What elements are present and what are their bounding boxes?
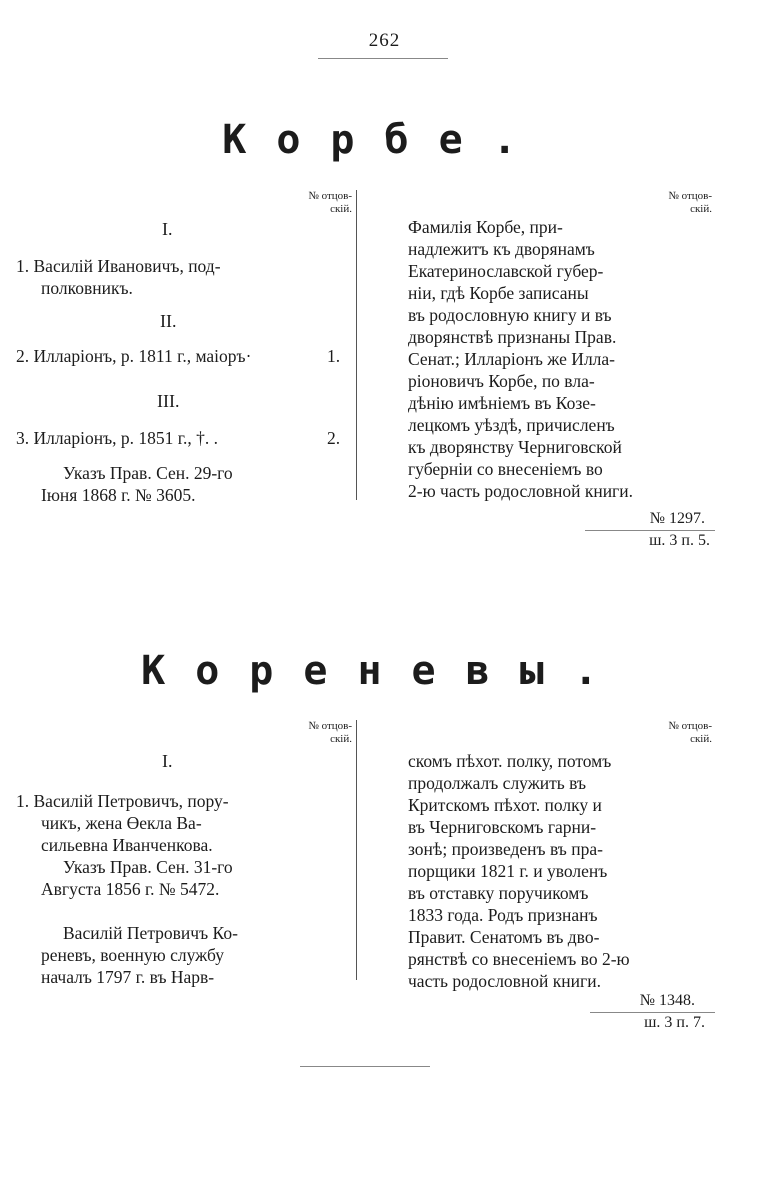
text-line: въ Черниговскомъ гарни- [408,817,597,837]
column-divider [356,720,357,980]
header-rule [318,58,448,59]
col-header-left [270,190,352,216]
text-line: началъ 1797 г. въ Нарв- [41,967,215,987]
text-line: 1833 года. Родъ признанъ [408,905,598,925]
ref-rule [585,530,715,531]
col-header-right [630,720,712,746]
text-line: ніи, гдѣ Корбе записаны [408,283,589,303]
generation-1: I. [162,219,173,239]
korenevy-ref-location: ш. 3 п. 7. [644,1014,705,1031]
person-3: 3. Илларіонъ, р. 1851 г., †. . [16,428,218,448]
text-line: губерніи со внесеніемъ во [408,459,603,479]
col-header-line: скій. [330,733,352,745]
col-header-line: № отцов- [308,720,352,732]
text-line: часть родословной книги. [408,971,601,991]
person-2: 2. Илларіонъ, р. 1811 г., маіоръ· [16,346,252,366]
text-line: Правит. Сенатомъ въ дво- [408,927,600,947]
col-header-line: скій. [690,203,712,215]
ref-rule [590,1012,715,1013]
text-line: лецкомъ уѣздѣ, причисленъ [408,415,615,435]
text-line: рянствѣ со внесеніемъ во 2-ю [408,949,630,969]
person-1-line2: полковникъ. [41,278,133,298]
col-header-line: скій. [330,203,352,215]
family-title-korbe: Корбе. [222,117,547,163]
text-line: сильевна Иванченкова. [41,835,213,855]
text-line: 1. Василій Петровичъ, пору- [16,791,229,811]
generation-2: II. [160,311,177,331]
ukaz-line-2: Іюня 1868 г. № 3605. [41,485,196,505]
text-line: въ отставку поручикомъ [408,883,589,903]
text-line: Сенат.; Илларіонъ же Илла- [408,349,616,369]
korenev-entry [16,790,316,900]
text-line: Фамилія Корбе, при- [408,217,563,237]
korbe-description [408,216,696,502]
korenev-bio-continued [408,750,698,992]
col-header-line: № отцов- [308,190,352,202]
text-line: дѣнію имѣніемъ въ Козе- [408,393,596,413]
korbe-ref-number: № 1297. [649,510,705,527]
generation-1: I. [162,751,173,771]
page-number: 262 [368,30,401,51]
family-title-korenevy: Кореневы. [141,648,628,694]
col-header-line: № отцов- [668,720,712,732]
text-line: дворянствѣ признаны Прав. [408,327,617,347]
col-header-left [270,720,352,746]
text-line: скомъ пѣхот. полку, потомъ [408,751,612,771]
text-line: въ родословную книгу и въ [408,305,612,325]
col-header-line: скій. [690,733,712,745]
text-line: Указъ Прав. Сен. 31-го [63,857,233,877]
text-line: ріоновичъ Корбе, по вла- [408,371,595,391]
ukaz-line-1: Указъ Прав. Сен. 29-го [63,463,233,483]
col-header-right [630,190,712,216]
person-3-father-no: 2. [327,428,341,448]
text-line: зонѣ; произведенъ въ пра- [408,839,603,859]
text-line: Критскомъ пѣхот. полку и [408,795,602,815]
column-divider [356,190,357,500]
text-line: къ дворянству Черниговской [408,437,622,457]
text-line: надлежитъ къ дворянамъ [408,239,595,259]
text-line: Екатеринославской губер- [408,261,604,281]
korenev-bio-start [41,922,331,988]
person-1-line1: 1. Василій Ивановичъ, под- [16,256,221,276]
col-header-line: № отцов- [668,190,712,202]
end-rule [300,1066,430,1067]
korenevy-ref-number: № 1348. [639,992,695,1009]
text-line: продолжалъ служить въ [408,773,587,793]
korbe-ref-location: ш. 3 п. 5. [649,532,710,549]
text-line: реневъ, военную службу [41,945,224,965]
text-line: порщики 1821 г. и уволенъ [408,861,608,881]
text-line: 2-ю часть родословной книги. [408,481,633,501]
text-line: Василій Петровичъ Ко- [63,923,238,943]
person-2-father-no: 1. [327,346,341,366]
generation-3: III. [157,391,180,411]
text-line: Августа 1856 г. № 5472. [41,879,220,899]
text-line: чикъ, жена Өекла Ва- [41,813,202,833]
